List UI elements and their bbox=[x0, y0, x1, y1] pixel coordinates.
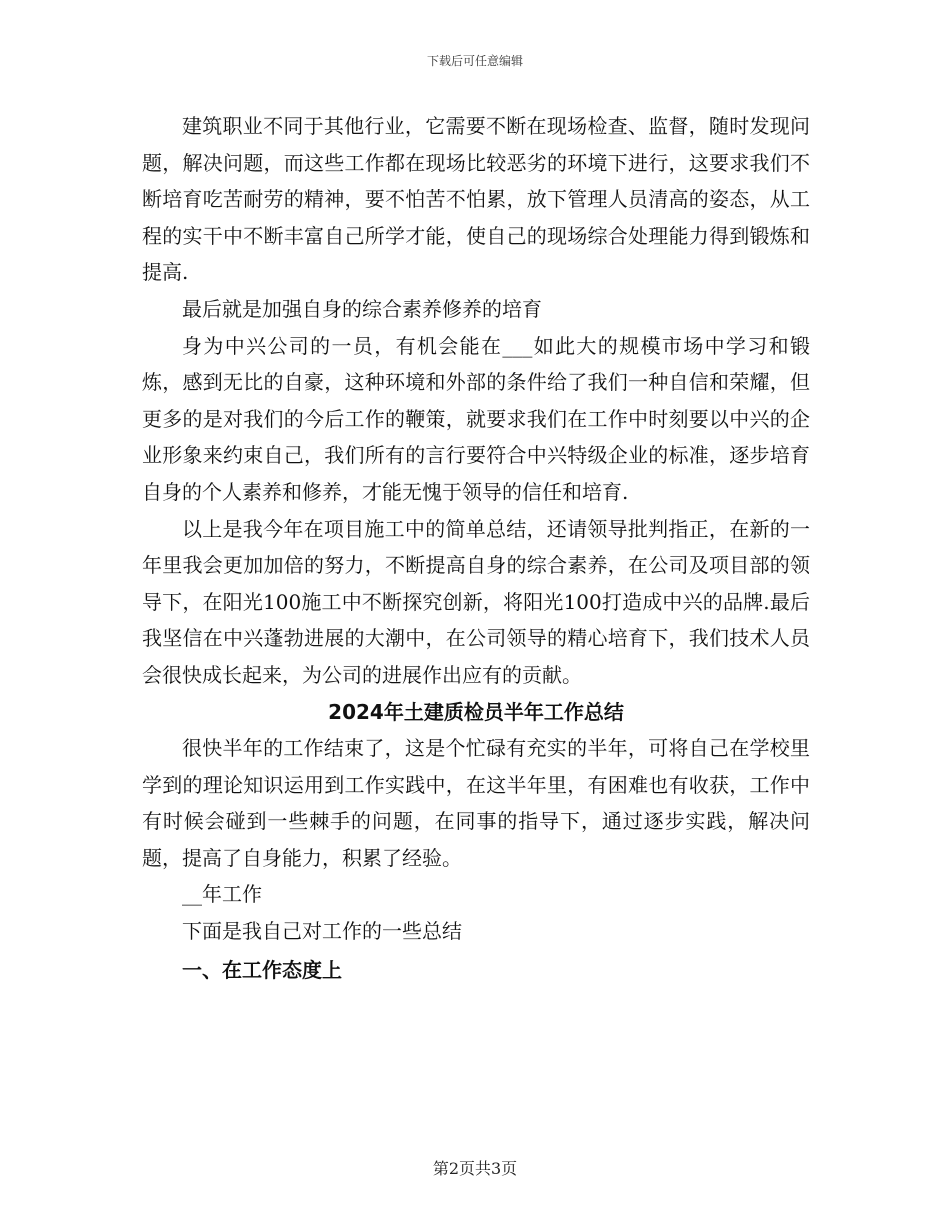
section-title: 2024年土建质检员半年工作总结 bbox=[328, 699, 624, 724]
body-paragraph: __年工作 bbox=[182, 882, 262, 907]
subheading: 一、在工作态度上 bbox=[182, 957, 342, 982]
body-paragraph: 下面是我自己对工作的一些总结 bbox=[182, 919, 462, 944]
body-paragraph: 建筑职业不同于其他行业，它需要不断在现场检查、监督，随时发现问题，解决问题，而这些工作都在现场比较恶劣的环境下进行，这要求我们不断培育吃苦耐劳的精神，要不怕苦不怕累，放下管理人员清高的姿态，从工程的实干中不断丰富自己所学才能，使自己的现场综合处理能力得到锻炼和提高. bbox=[142, 114, 810, 285]
body-paragraph: 身为中兴公司的一员，有机会能在___如此大的规模市场中学习和锻炼，感到无比的自豪，这种环境和外部的条件给了我们一种自信和荣耀，但更多的是对我们的今后工作的鞭策，就要求我们在工作中时刻要以中兴的企业形象来约束自己，我们所有的言行要符合中兴特级企业的标准，逐步培育自身的个人素养和修养，才能无愧于领导的信任和培育. bbox=[142, 333, 810, 504]
header-note: 下载后可任意编辑 bbox=[426, 54, 523, 68]
page-number: 第2页共3页 bbox=[432, 1159, 518, 1178]
body-paragraph: 很快半年的工作结束了，这是个忙碌有充实的半年，可将自己在学校里学到的理论知识运用到工作实践中，在这半年里，有困难也有收获，工作中有时候会碰到一些棘手的问题，在同事的指导下，通过逐步实践，解决问题，提高了自身能力，积累了经验。 bbox=[142, 736, 810, 870]
body-paragraph: 以上是我今年在项目施工中的简单总结，还请领导批判指正，在新的一年里我会更加加倍的努力，不断提高自身的综合素养，在公司及项目部的领导下，在阳光100施工中不断探究创新，将阳光100打造成中兴的品牌.最后我坚信在中兴蓬勃进展的大潮中，在公司领导的精心培育下，我们技术人员会很快成长起来，为公司的进展作出应有的贡献。 bbox=[142, 516, 810, 687]
body-paragraph: 最后就是加强自身的综合素养修养的培育 bbox=[182, 296, 542, 321]
document-body bbox=[142, 108, 810, 988]
